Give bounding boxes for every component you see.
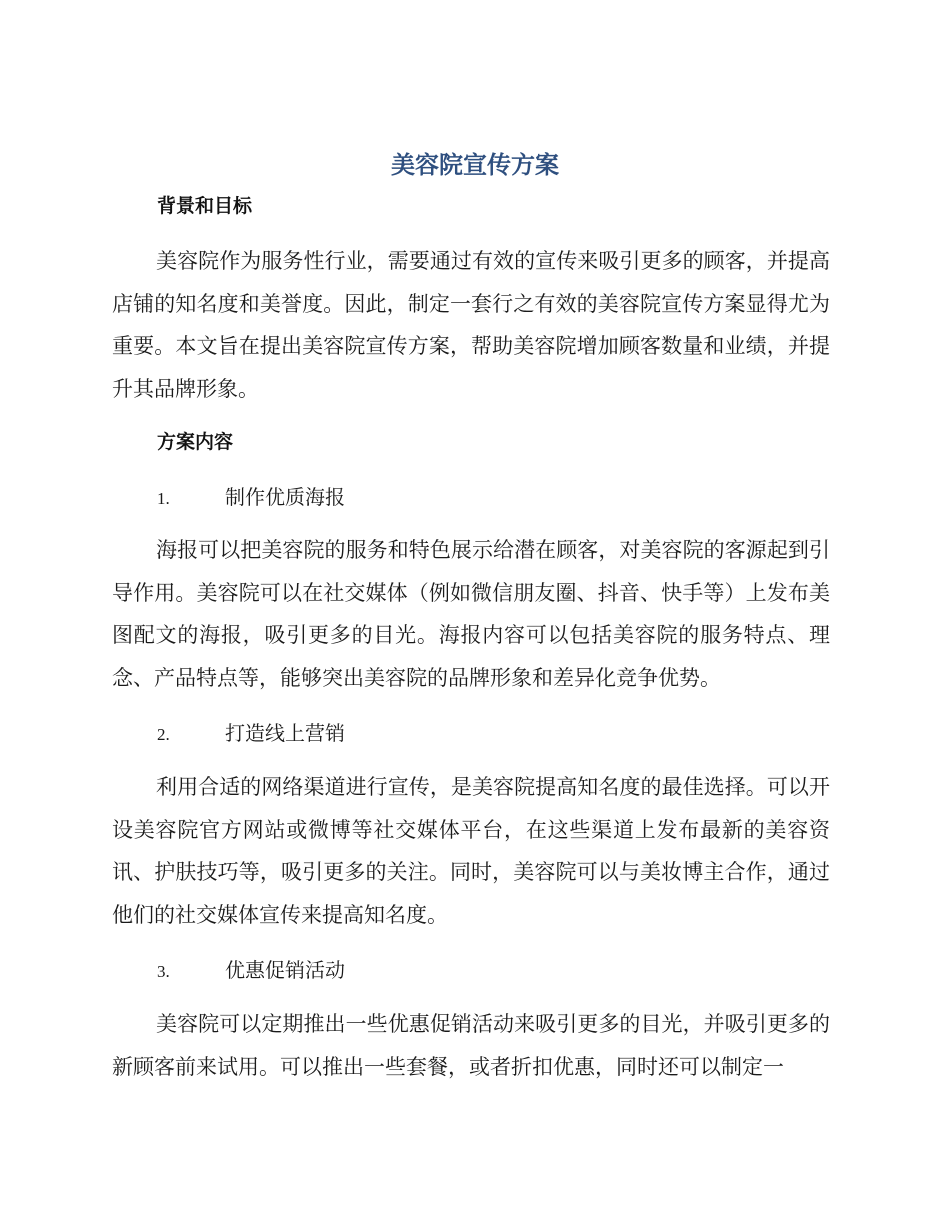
promotion-paragraph: 美容院可以定期推出一些优惠促销活动来吸引更多的目光，并吸引更多的新顾客前来试用。可以推出一些套餐，或者折扣优惠，同时还可以制定一	[112, 1012, 830, 1079]
background-paragraph: 美容院作为服务性行业，需要通过有效的宣传来吸引更多的顾客，并提高店铺的知名度和美誉度。因此，制定一套行之有效的美容院宣传方案显得尤为重要。本文旨在提出美容院宣传方案，帮助美容院增加顾客数量和业绩，并提升其品牌形象。	[112, 249, 830, 402]
list-item-title: 优惠促销活动	[225, 958, 345, 982]
list-item-3	[157, 955, 345, 987]
list-item-1	[157, 482, 345, 514]
poster-paragraph: 海报可以把美容院的服务和特色展示给潜在顾客，对美容院的客源起到引导作用。美容院可以在社交媒体（例如微信朋友圈、抖音、快手等）上发布美图配文的海报，吸引更多的目光。海报内容可以包括美容院的服务特点、理念、产品特点等，能够突出美容院的品牌形象和差异化竞争优势。	[112, 538, 830, 691]
section-heading-plan: 方案内容	[157, 431, 234, 453]
online-marketing-paragraph: 利用合适的网络渠道进行宣传，是美容院提高知名度的最佳选择。可以开设美容院官方网站或微博等社交媒体平台，在这些渠道上发布最新的美容资讯、护肤技巧等，吸引更多的关注。同时，美容院可以与美妆博主合作，通过他们的社交媒体宣传来提高知名度。	[112, 775, 830, 928]
document-title: 美容院宣传方案	[391, 151, 559, 179]
list-number: 3.	[157, 962, 170, 981]
list-item-title: 打造线上营销	[225, 721, 345, 745]
list-item-title: 制作优质海报	[225, 485, 345, 509]
section-heading-background: 背景和目标	[157, 195, 253, 217]
list-number: 1.	[157, 489, 170, 508]
list-number: 2.	[157, 725, 170, 744]
list-item-2	[157, 718, 345, 750]
